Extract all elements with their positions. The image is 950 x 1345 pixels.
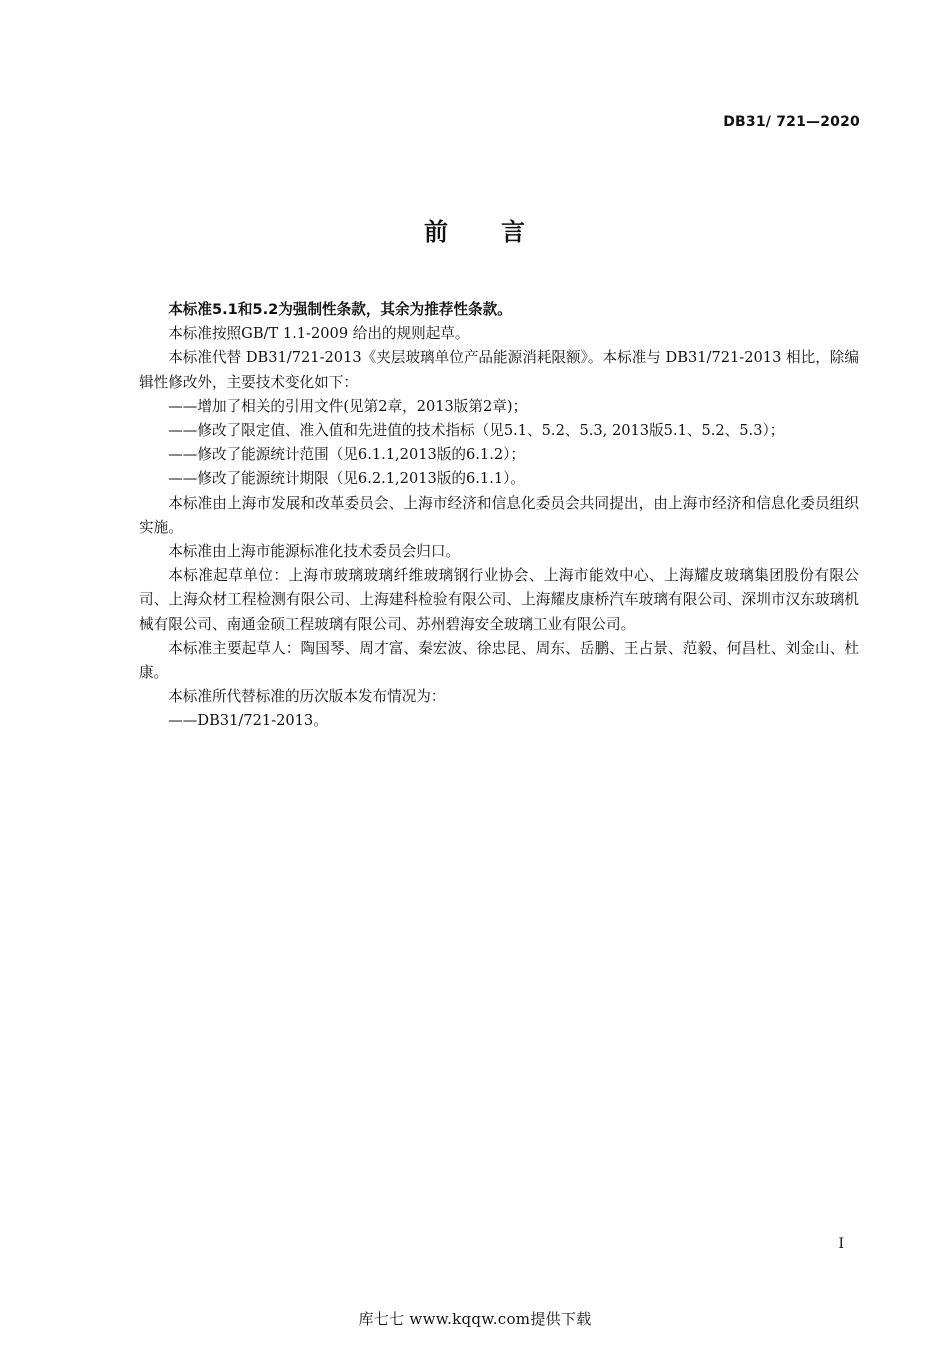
page-title	[0, 212, 950, 247]
foreword-body	[139, 298, 859, 734]
download-footer: 库七七 www.kqqw.com提供下载	[358, 1310, 592, 1328]
change-item: ——修改了限定值、准入值和先进值的技术指标（见5.1、5.2、5.3, 2013版5.1、5.2、5.3）；	[168, 422, 785, 440]
paragraph-replaces: 本标准代替 DB31/721-2013《夹层玻璃单位产品能源消耗限额》。本标准与 DB31/721-2013 相比，除编辑性修改外，主要技术变化如下：	[139, 349, 859, 391]
paragraph-drafting-rules: 本标准按照GB/T 1.1-2009 给出的规则起草。	[168, 325, 470, 343]
paragraph-history: 本标准所代替标准的历次版本发布情况为：	[168, 688, 446, 706]
title-part-2: 言	[501, 218, 526, 246]
paragraph-proposed-by: 本标准由上海市发展和改革委员会、上海市经济和信息化委员会共同提出，由上海市经济和信息化委员组织实施。	[139, 494, 859, 536]
document-code: DB31/ 721—2020	[723, 114, 860, 130]
change-item: ——修改了能源统计范围（见6.1.1,2013版的6.1.2）；	[168, 446, 526, 464]
paragraph-drafting-units: 本标准起草单位：上海市玻璃玻璃纤维玻璃钢行业协会、上海市能效中心、上海耀皮玻璃集团股份有限公司、上海众材工程检测有限公司、上海建科检验有限公司、上海耀皮康桥汽车玻璃有限公司、深圳市汉东玻璃机械有限公司、南通金硕工程玻璃有限公司、苏州碧海安全玻璃工业有限公司。	[139, 567, 859, 633]
paragraph-centralized-by: 本标准由上海市能源标准化技术委员会归口。	[168, 543, 461, 561]
page-number: I	[838, 1236, 844, 1252]
title-part-1: 前	[424, 218, 449, 246]
change-item: ——修改了能源统计期限（见6.2.1,2013版的6.1.1）。	[168, 470, 526, 488]
paragraph-mandatory-clauses: 本标准5.1和5.2为强制性条款，其余为推荐性条款。	[168, 301, 512, 318]
change-item: ——增加了相关的引用文件(见第2章，2013版第2章)；	[168, 397, 528, 415]
paragraph-drafters: 本标准主要起草人：陶国琴、周才富、秦宏波、徐忠昆、周东、岳鹏、王占景、范毅、何昌杜、刘金山、杜康。	[139, 639, 859, 682]
history-item: ——DB31/721-2013。	[168, 712, 328, 730]
